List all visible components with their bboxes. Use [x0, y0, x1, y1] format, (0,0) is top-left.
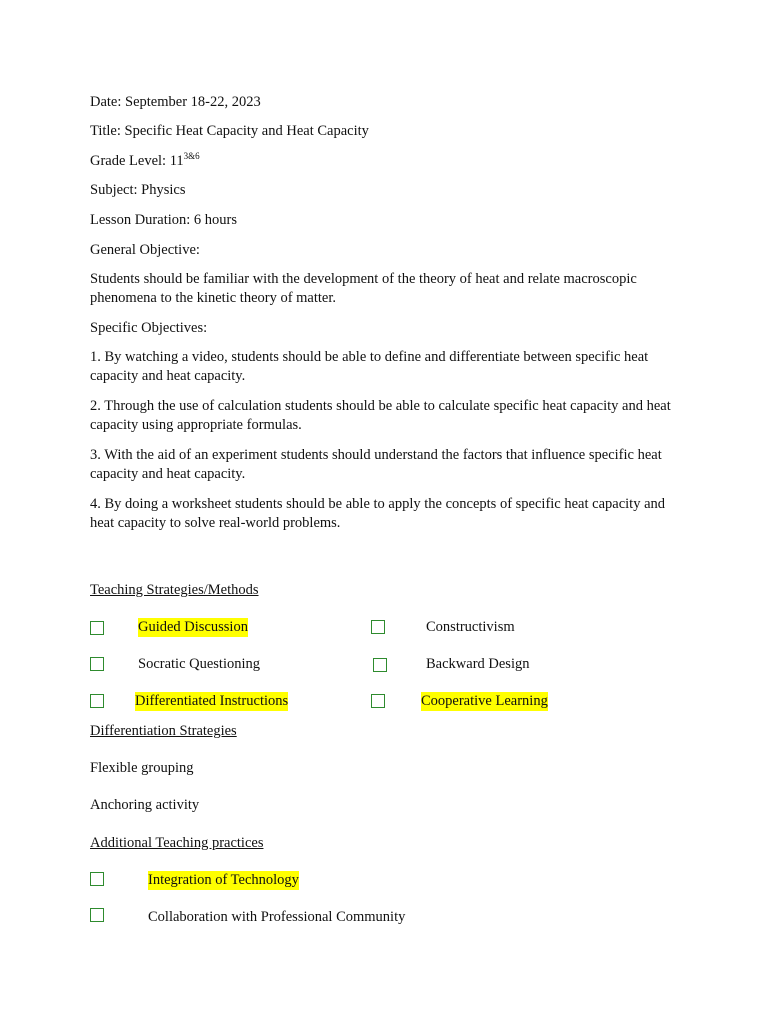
label-backward-design: Backward Design: [426, 656, 530, 672]
subject-line: Subject: Physics: [90, 182, 186, 198]
checkbox-differentiated-instructions[interactable]: [90, 694, 104, 708]
checkbox-integration-of-technology[interactable]: [90, 872, 104, 886]
specific-objective-3: 3. With the aid of an experiment students should understand the factors that influence specific heat capacity and heat capacity.: [90, 447, 662, 482]
checkbox-constructivism[interactable]: [371, 620, 385, 634]
general-objective-text: Students should be familiar with the development of the theory of heat and relate macroscopic phenomena to the kinetic theory of matter.: [90, 271, 637, 306]
checkbox-backward-design[interactable]: [373, 658, 387, 672]
duration-line: Lesson Duration: 6 hours: [90, 212, 237, 228]
label-integration-of-technology: Integration of Technology: [148, 872, 299, 888]
specific-objective-1: 1. By watching a video, students should be able to define and differentiate between specific heat capacity and heat capacity.: [90, 349, 649, 384]
checkbox-socratic-questioning[interactable]: [90, 657, 104, 671]
specific-objective-4: 4. By doing a worksheet students should be able to apply the concepts of specific heat capacity and heat capacity to solve real-world problems.: [90, 496, 666, 531]
checkbox-cooperative-learning[interactable]: [371, 694, 385, 708]
checkbox-guided-discussion[interactable]: [90, 621, 104, 635]
checkbox-collaboration-professional-community[interactable]: [90, 908, 104, 922]
general-objective-heading: General Objective:: [90, 242, 200, 258]
date-line: Date: September 18-22, 2023: [90, 94, 261, 110]
label-collaboration-professional-community: Collaboration with Professional Community: [148, 909, 406, 925]
label-guided-discussion: Guided Discussion: [138, 619, 248, 635]
grade-level-line: [90, 152, 200, 171]
grade-level-superscript: 3&6: [183, 151, 200, 161]
teaching-strategies-heading: Teaching Strategies/Methods: [90, 582, 259, 598]
differentiation-item-flexible-grouping: Flexible grouping: [90, 760, 194, 776]
differentiation-item-anchoring-activity: Anchoring activity: [90, 797, 200, 813]
specific-objective-2: 2. Through the use of calculation students should be able to calculate specific heat capacity and heat capacity using appropriate formulas.: [90, 398, 671, 433]
grade-level-text: Grade Level: 11: [90, 153, 184, 169]
label-constructivism: Constructivism: [426, 619, 515, 635]
label-differentiated-instructions: Differentiated Instructions: [135, 693, 289, 709]
label-cooperative-learning: Cooperative Learning: [421, 693, 548, 709]
label-socratic-questioning: Socratic Questioning: [138, 656, 261, 672]
specific-objectives-heading: Specific Objectives:: [90, 320, 208, 336]
differentiation-heading: Differentiation Strategies: [90, 723, 237, 739]
title-line: Title: Specific Heat Capacity and Heat Capacity: [90, 123, 369, 139]
additional-practices-heading: Additional Teaching practices: [90, 835, 264, 851]
